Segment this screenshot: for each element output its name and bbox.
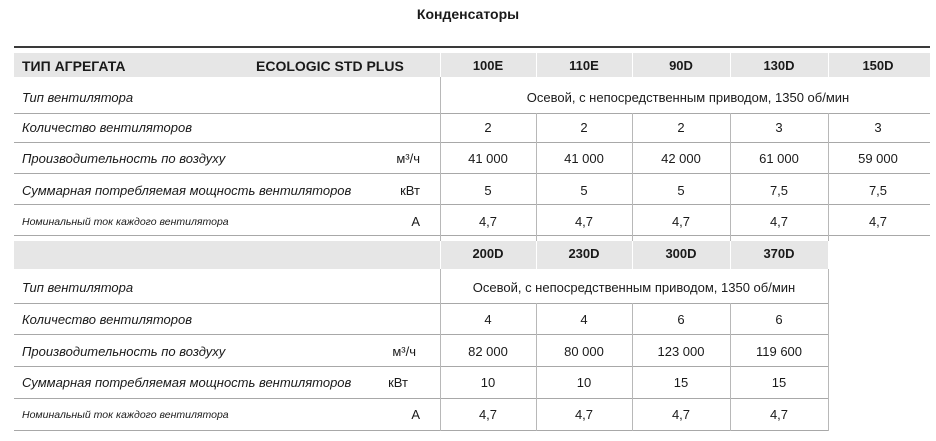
header-divider	[828, 53, 829, 77]
cell-air-flow: 42 000	[661, 151, 701, 166]
row-label-air-flow: Производительность по воздуху	[22, 151, 226, 166]
cell-power: 7,5	[868, 183, 888, 198]
unit-current: А	[411, 214, 420, 229]
row-label-fan-count: Количество вентиляторов	[22, 312, 193, 327]
cell-fan-count: 2	[580, 120, 588, 135]
cell-air-flow: 80 000	[564, 344, 604, 359]
row-rule	[14, 173, 930, 174]
cell-current: 4,7	[478, 407, 498, 422]
row-rule	[14, 235, 930, 236]
cell-fan-count: 4	[580, 312, 588, 327]
fan-type-value: Осевой, с непосредственным приводом, 1350 об/мин	[472, 280, 796, 295]
unit-air-flow: м³/ч	[392, 344, 416, 359]
row-label-fan-type: Тип вентилятора	[22, 280, 134, 295]
header-series-label: ECOLOGIC STD PLUS	[256, 58, 404, 74]
row-rule	[14, 204, 930, 205]
cell-power: 15	[771, 375, 787, 390]
cell-current: 4,7	[769, 214, 789, 229]
fan-type-value: Осевой, с непосредственным приводом, 1350 об/мин	[526, 90, 850, 105]
cell-current: 4,7	[574, 407, 594, 422]
cell-air-flow: 41 000	[564, 151, 604, 166]
cell-current: 4,7	[574, 214, 594, 229]
cell-fan-count: 6	[775, 312, 783, 327]
cell-power: 5	[484, 183, 492, 198]
cell-fan-count: 2	[484, 120, 492, 135]
page-title: Конденсаторы	[416, 6, 520, 22]
row-rule	[14, 334, 828, 335]
model-150d: 150D	[862, 58, 894, 73]
header-divider	[632, 53, 633, 77]
row-rule	[14, 303, 828, 304]
row-label-air-flow: Производительность по воздуху	[22, 344, 226, 359]
header-divider	[632, 241, 633, 269]
cell-air-flow: 61 000	[759, 151, 799, 166]
cell-power: 5	[677, 183, 685, 198]
header-type-label: ТИП АГРЕГАТА	[22, 58, 126, 74]
cell-power: 10	[480, 375, 496, 390]
model-230d: 230D	[568, 246, 600, 261]
model-90d: 90D	[669, 58, 693, 73]
model-200d: 200D	[472, 246, 504, 261]
row-rule	[14, 430, 828, 431]
cell-fan-count: 3	[874, 120, 882, 135]
cell-power: 10	[576, 375, 592, 390]
header-divider	[440, 53, 441, 77]
cell-air-flow: 82 000	[468, 344, 508, 359]
cell-current: 4,7	[671, 214, 691, 229]
model-130d: 130D	[763, 58, 795, 73]
row-label-fan-type: Тип вентилятора	[22, 90, 134, 105]
row-label-power: Суммарная потребляемая мощность вентиляторов	[22, 183, 352, 198]
header-divider	[730, 241, 731, 269]
table-top-rule	[14, 46, 930, 48]
cell-fan-count: 2	[677, 120, 685, 135]
header-divider	[536, 53, 537, 77]
row-rule	[14, 113, 930, 114]
cell-fan-count: 3	[775, 120, 783, 135]
header-divider	[536, 241, 537, 269]
cell-air-flow: 59 000	[858, 151, 898, 166]
cell-power: 5	[580, 183, 588, 198]
cell-air-flow: 41 000	[468, 151, 508, 166]
unit-power: кВт	[400, 183, 420, 198]
row-label-current: Номинальный ток каждого вентилятора	[22, 216, 229, 228]
model-300d: 300D	[665, 246, 697, 261]
row-rule	[14, 398, 828, 399]
cell-current: 4,7	[868, 214, 888, 229]
cell-air-flow: 119 600	[755, 344, 803, 359]
row-label-current: Номинальный ток каждого вентилятора	[22, 409, 229, 421]
cell-current: 4,7	[769, 407, 789, 422]
unit-power: кВт	[388, 375, 408, 390]
cell-power: 7,5	[769, 183, 789, 198]
cell-fan-count: 6	[677, 312, 685, 327]
column-divider	[828, 269, 829, 431]
unit-air-flow: м³/ч	[396, 151, 420, 166]
row-label-power: Суммарная потребляемая мощность вентиляторов	[22, 375, 352, 390]
unit-current: А	[411, 407, 420, 422]
header-divider	[440, 241, 441, 269]
row-rule	[14, 366, 828, 367]
model-370d: 370D	[763, 246, 795, 261]
cell-power: 15	[673, 375, 689, 390]
header-divider	[730, 53, 731, 77]
model-110e: 110E	[569, 58, 599, 73]
cell-air-flow: 123 000	[657, 344, 705, 359]
model-100e: 100E	[472, 58, 504, 73]
row-label-fan-count: Количество вентиляторов	[22, 120, 193, 135]
cell-fan-count: 4	[484, 312, 492, 327]
row-rule	[14, 142, 930, 143]
cell-current: 4,7	[671, 407, 691, 422]
cell-current: 4,7	[478, 214, 498, 229]
